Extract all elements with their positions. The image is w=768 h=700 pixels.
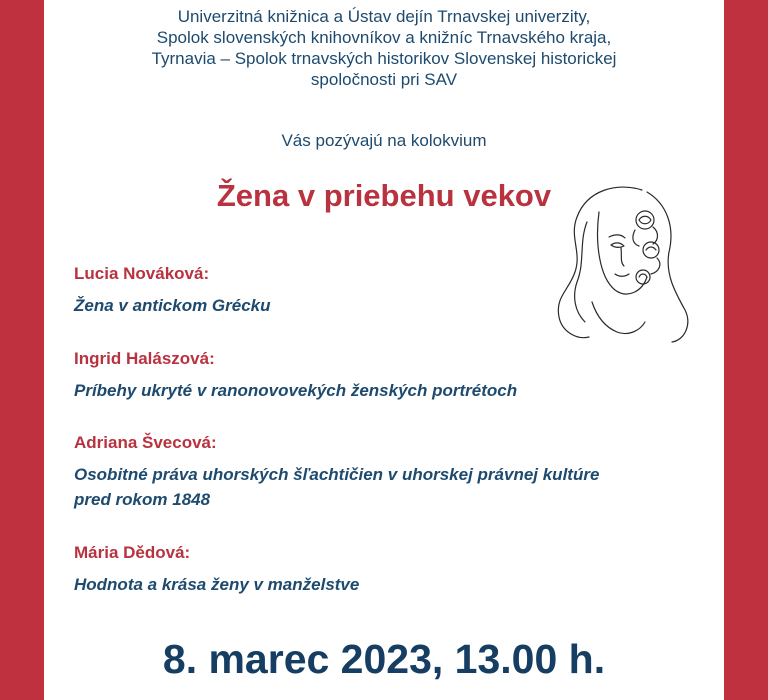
- talk-topic-line: pred rokom 1848: [74, 490, 211, 509]
- talk-topic-line: Príbehy ukryté v ranonovovekých ženských portrétoch: [74, 381, 518, 400]
- organizer-line: Spolok slovenských knihovníkov a knižníc Trnavského kraja,: [156, 28, 612, 47]
- talk-item: [74, 348, 714, 403]
- organizer-line: Tyrnavia – Spolok trnavských historikov Slovenskej historickej: [151, 49, 617, 68]
- talk-item: [74, 542, 714, 597]
- talk-topic-line: Hodnota a krása ženy v manželstve: [74, 575, 360, 594]
- speaker-name: Ingrid Halászová:: [74, 349, 215, 368]
- organizers: [44, 6, 724, 90]
- talk-topic: [74, 572, 714, 597]
- talk-topic: [74, 378, 714, 403]
- woman-portrait-icon: [547, 182, 697, 352]
- talk-topic: [74, 462, 714, 512]
- talk-item: [74, 432, 714, 512]
- invitation-sheet: [44, 0, 724, 700]
- organizer-line: Univerzitná knižnica a Ústav dejín Trnavskej univerzity,: [177, 7, 591, 26]
- organizer-line: spoločnosti pri SAV: [310, 70, 458, 89]
- speaker-name: Adriana Švecová:: [74, 433, 217, 452]
- event-date: 8. marec 2023, 13.00 h.: [162, 636, 606, 682]
- speaker-name: Lucia Nováková:: [74, 264, 210, 283]
- speaker-name: Mária Dědová:: [74, 543, 191, 562]
- talk-topic-line: Osobitné práva uhorských šľachtičien v uhorskej právnej kultúre: [74, 465, 600, 484]
- talk-topic-line: Žena v antickom Grécku: [74, 296, 271, 315]
- colloquium-title: Žena v priebehu vekov: [216, 178, 552, 213]
- invitation-text: Vás pozývajú na kolokvium: [281, 131, 487, 150]
